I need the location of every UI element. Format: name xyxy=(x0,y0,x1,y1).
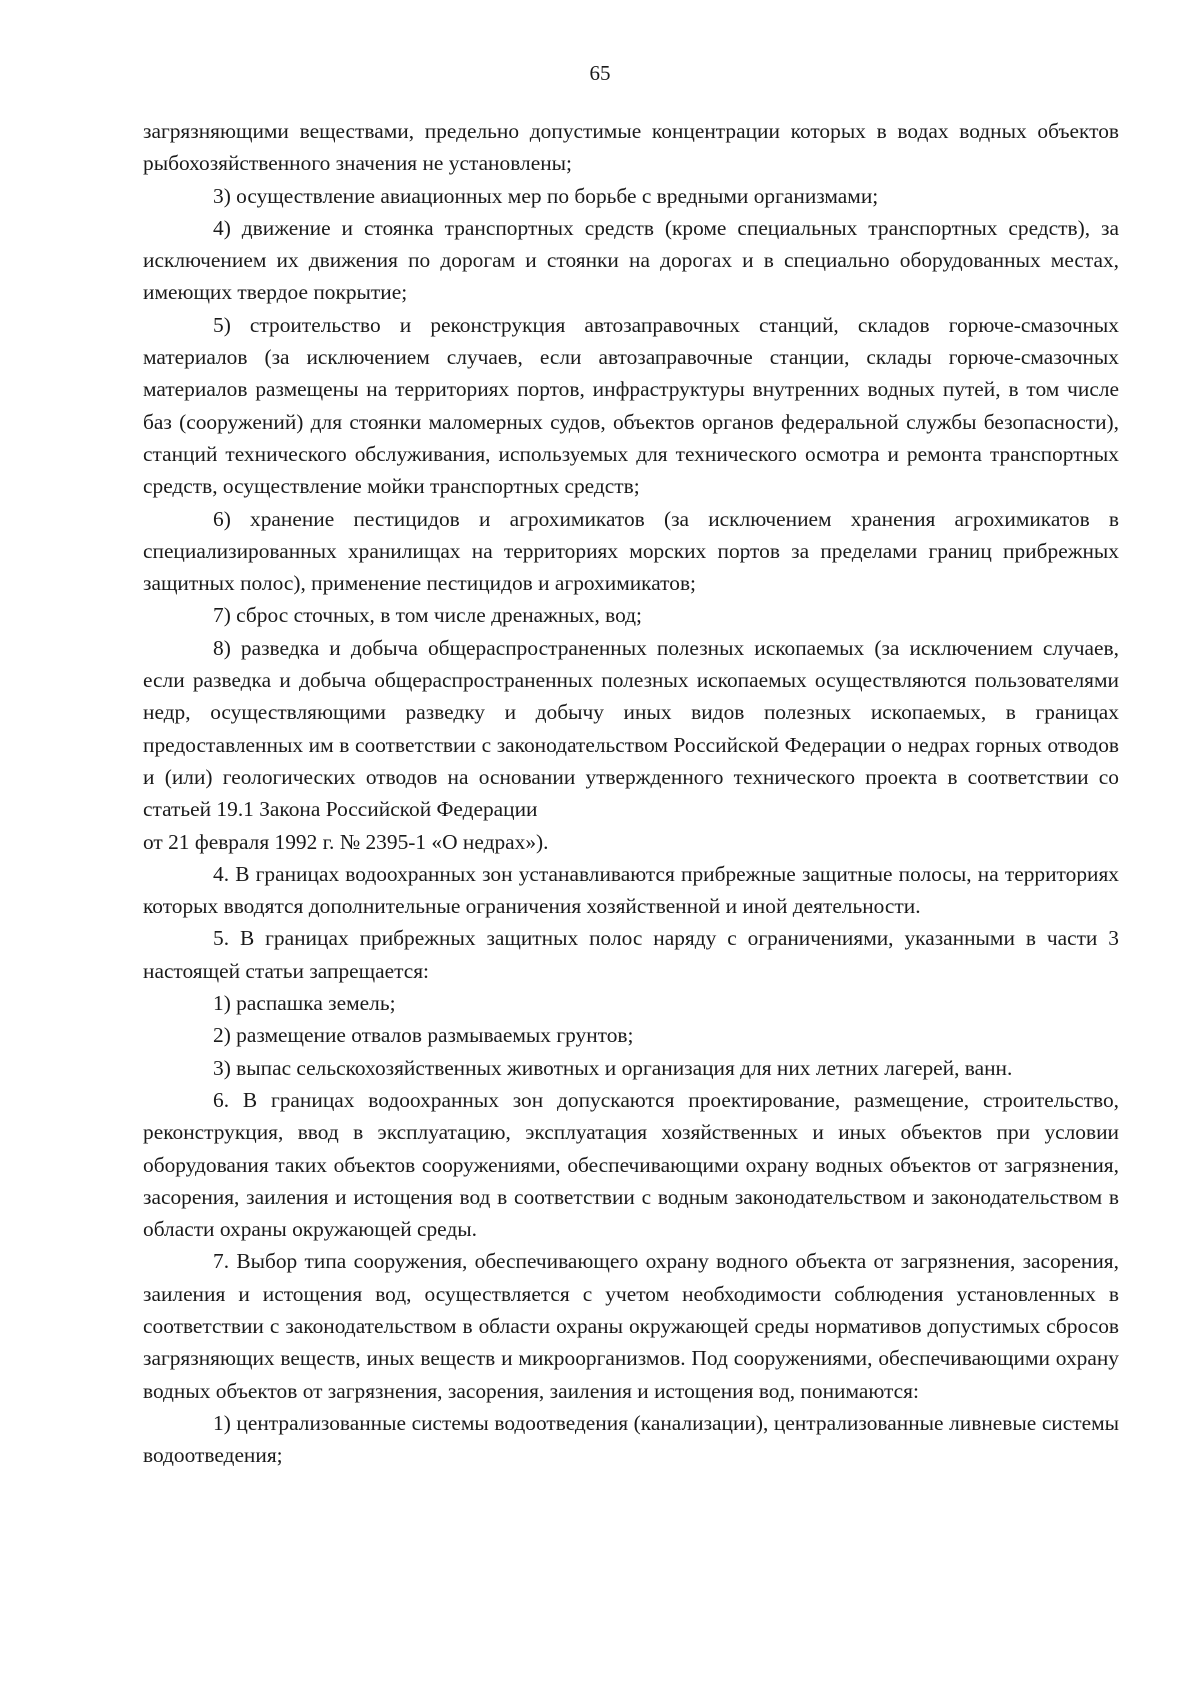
paragraph-item-5: 5) строительство и реконструкция автозаправочных станций, складов горюче-смазочных материалов (за исключением случаев, если автозаправочные станции, склады горюче-смазочных материалов размещены на территориях портов, инфраструктуры внутренних водных путей, в том числе баз (сооружений) для стоянки маломерных судов, объектов органов федеральной службы безопасности), станций технического обслуживания, используемых для технического осмотра и ремонта транспортных средств, осуществление мойки транспортных средств; xyxy=(143,312,1119,499)
paragraph-item-3: 3) осуществление авиационных мер по борьбе с вредными организмами; xyxy=(213,183,879,208)
paragraph-part-4: 4. В границах водоохранных зон устанавливаются прибрежные защитные полосы, на территориях которых вводятся дополнительные ограничения хозяйственной и иной деятельности. xyxy=(143,861,1119,919)
paragraph-item-7: 7) сброс сточных, в том числе дренажных, вод; xyxy=(213,603,643,628)
page-number: 65 xyxy=(589,61,611,85)
paragraph-part-7-item-1: 1) централизованные системы водоотведения (канализации), централизованные ливневые системы водоотведения; xyxy=(143,1410,1119,1468)
paragraph-continuation: загрязняющими веществами, предельно допустимые концентрации которых в водах водных объектов рыбохозяйственного значения не установлены; xyxy=(143,119,1119,176)
paragraph-item-4: 4) движение и стоянка транспортных средств (кроме специальных транспортных средств), за исключением их движения по дорогам и стоянки на дорогах и в специально оборудованных местах, имеющих твердое покрытие; xyxy=(143,215,1119,305)
paragraph-part-5-item-3: 3) выпас сельскохозяйственных животных и организация для них летних лагерей, ванн. xyxy=(213,1055,1013,1080)
paragraph-part-5-item-2: 2) размещение отвалов размываемых грунтов; xyxy=(213,1023,634,1048)
paragraph-part-7: 7. Выбор типа сооружения, обеспечивающего охрану водного объекта от загрязнения, засорения, заиления и истощения вод, осуществляется с учетом необходимости соблюдения установленных в соответствии с законодательством в области охраны окружающей среды нормативов допустимых сбросов загрязняющих веществ, иных веществ и микроорганизмов. Под сооружениями, обеспечивающими охрану водных объектов от загрязнения, засорения, заиления и истощения вод, понимаются: xyxy=(143,1249,1119,1403)
paragraph-part-6: 6. В границах водоохранных зон допускаются проектирование, размещение, строительство, реконструкция, ввод в эксплуатацию, эксплуатация хозяйственных и иных объектов при условии оборудования таких объектов сооружениями, обеспечивающими охрану водных объектов от загрязнения, засорения, заиления и истощения вод в соответствии с водным законодательством и законодательством в области охраны окружающей среды. xyxy=(143,1087,1119,1242)
paragraph-item-8: 8) разведка и добыча общераспространенных полезных ископаемых (за исключением случаев, если разведка и добыча общераспространенных полезных ископаемых осуществляются пользователями недр, осуществляющими разведку и добычу иных видов полезных ископаемых, в границах предоставленных им в соответствии с законодательством Российской Федерации о недрах горных отводов и (или) геологических отводов на основании утвержденного технического проекта в соответствии со статьей 19.1 Закона Российской Федерации xyxy=(143,635,1119,822)
paragraph-law-reference: от 21 февраля 1992 г. № 2395-1 «О недрах»). xyxy=(143,829,549,854)
paragraph-part-5: 5. В границах прибрежных защитных полос наряду с ограничениями, указанными в части 3 настоящей статьи запрещается: xyxy=(143,926,1119,983)
document-body xyxy=(143,115,1119,1471)
paragraph-part-5-item-1: 1) распашка земель; xyxy=(213,991,396,1016)
paragraph-item-6: 6) хранение пестицидов и агрохимикатов (за исключением хранения агрохимикатов в специализированных хранилищах на территориях морских портов за пределами границ прибрежных защитных полос), применение пестицидов и агрохимикатов; xyxy=(143,506,1119,596)
